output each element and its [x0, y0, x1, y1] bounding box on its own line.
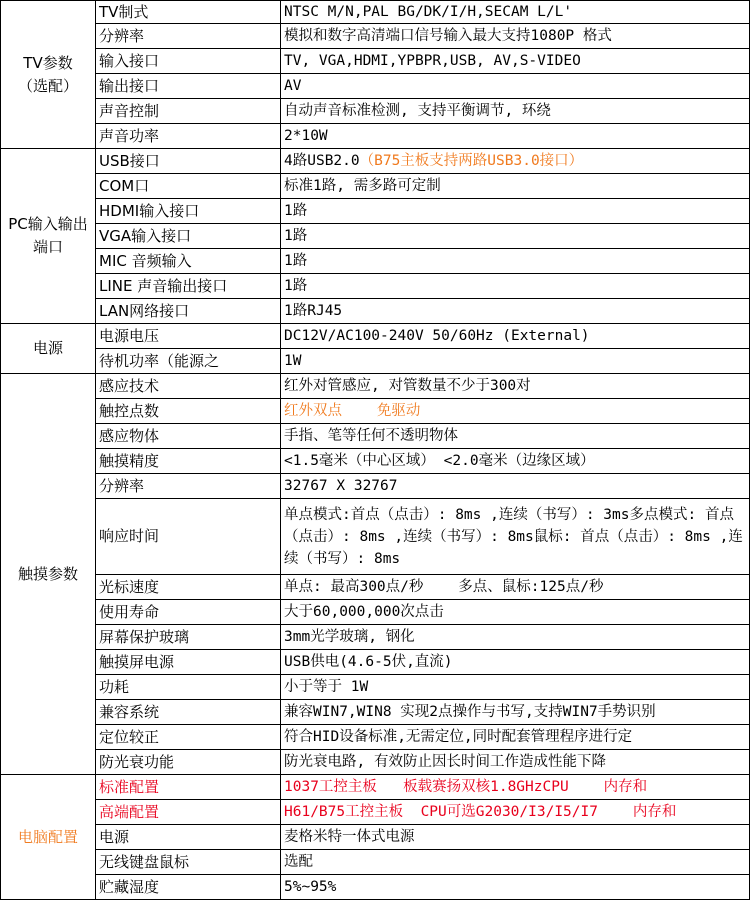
row-value: 模拟和数字高清端口信号输入最大支持1080P 格式 [281, 24, 750, 49]
row-label: 输出接口 [96, 74, 281, 99]
row-label: COM口 [96, 174, 281, 199]
group-label-touch: 触摸参数 [1, 374, 96, 775]
row-label: 触控点数 [96, 399, 281, 424]
row-value: <1.5毫米（中心区域） <2.0毫米（边缘区域） [281, 449, 750, 474]
table-row [1, 299, 750, 324]
group-label-tv-line1: TV参数 [23, 53, 73, 72]
row-label: LAN网络接口 [96, 299, 281, 324]
table-row [1, 224, 750, 249]
row-value: 大于60,000,000次点击 [281, 600, 750, 625]
usb-value: 4路USB2.0 [284, 152, 360, 169]
row-label: VGA输入接口 [96, 224, 281, 249]
row-value: 32767 X 32767 [281, 474, 750, 499]
row-value: 1路 [281, 199, 750, 224]
row-label: 响应时间 [96, 499, 281, 575]
row-label: 兼容系统 [96, 700, 281, 725]
group-label-pc-config: 电脑配置 [1, 775, 96, 900]
group-label-pc-ports: PC输入输出端口 [1, 149, 96, 324]
row-value: 1路 [281, 224, 750, 249]
row-value: 5%~95% [281, 875, 750, 900]
row-label: 触摸精度 [96, 449, 281, 474]
table-row [1, 174, 750, 199]
table-row [1, 124, 750, 149]
row-label: 输入接口 [96, 49, 281, 74]
table-row [1, 449, 750, 474]
row-label: USB接口 [96, 149, 281, 174]
table-row [1, 274, 750, 299]
row-value: 兼容WIN7,WIN8 实现2点操作与书写,支持WIN7手势识别 [281, 700, 750, 725]
table-row [1, 474, 750, 499]
row-value: AV [281, 74, 750, 99]
row-value: 麦格米特一体式电源 [281, 825, 750, 850]
row-value: 2*10W [281, 124, 750, 149]
row-label: 声音功率 [96, 124, 281, 149]
row-label: 使用寿命 [96, 600, 281, 625]
table-row [1, 800, 750, 825]
table-row [1, 249, 750, 274]
table-row [1, 374, 750, 399]
row-value: 防光衰电路, 有效防止因长时间工作造成性能下降 [281, 750, 750, 775]
row-label: 屏幕保护玻璃 [96, 625, 281, 650]
row-value: NTSC M/N,PAL BG/DK/I/H,SECAM L/L' [281, 1, 750, 24]
table-row [1, 600, 750, 625]
table-row [1, 700, 750, 725]
row-label: 感应物体 [96, 424, 281, 449]
row-value: 自动声音标准检测, 支持平衡调节, 环绕 [281, 99, 750, 124]
table-row [1, 324, 750, 349]
row-label: MIC 音频输入 [96, 249, 281, 274]
table-row [1, 74, 750, 99]
row-value: 红外对管感应, 对管数量不少于300对 [281, 374, 750, 399]
group-label-power: 电源 [1, 324, 96, 374]
table-row [1, 49, 750, 74]
row-label: 声音控制 [96, 99, 281, 124]
row-label: 分辨率 [96, 474, 281, 499]
table-row [1, 825, 750, 850]
row-value: 标准1路, 需多路可定制 [281, 174, 750, 199]
row-label: TV制式 [96, 1, 281, 24]
table-row [1, 750, 750, 775]
table-row [1, 424, 750, 449]
row-value: 1W [281, 349, 750, 374]
row-label: 光标速度 [96, 575, 281, 600]
row-value: DC12V/AC100-240V 50/60Hz (External) [281, 324, 750, 349]
row-value: USB供电(4.6-5伏,直流) [281, 650, 750, 675]
row-label: 电源电压 [96, 324, 281, 349]
table-row [1, 875, 750, 900]
row-label: 标准配置 [96, 775, 281, 800]
row-value: 选配 [281, 850, 750, 875]
table-row [1, 199, 750, 224]
table-row [1, 850, 750, 875]
row-value: 小于等于 1W [281, 675, 750, 700]
row-value [281, 149, 750, 174]
usb-value-note: （B75主板支持两路USB3.0接口） [359, 152, 584, 169]
row-value: 红外双点 免驱动 [281, 399, 750, 424]
row-value: TV, VGA,HDMI,YPBPR,USB, AV,S-VIDEO [281, 49, 750, 74]
table-row [1, 99, 750, 124]
row-value: 1路RJ45 [281, 299, 750, 324]
table-row [1, 650, 750, 675]
row-label: 分辨率 [96, 24, 281, 49]
group-label-tv-line2: （选配） [17, 76, 78, 95]
row-value: 单点: 最高300点/秒 多点、鼠标:125点/秒 [281, 575, 750, 600]
table-row [1, 625, 750, 650]
row-label: 无线键盘鼠标 [96, 850, 281, 875]
row-label: HDMI输入接口 [96, 199, 281, 224]
row-value: 手指、笔等任何不透明物体 [281, 424, 750, 449]
table-row [1, 349, 750, 374]
row-value: 1路 [281, 274, 750, 299]
row-label: 电源 [96, 825, 281, 850]
table-row [1, 575, 750, 600]
row-label: 感应技术 [96, 374, 281, 399]
row-value: 单点模式:首点（点击）: 8ms ,连续（书写）: 3ms多点模式: 首点（点击）: 8ms ,连续（书写）: 8ms鼠标: 首点（点击）: 8ms ,连续（书写）: 8ms [281, 499, 750, 575]
row-value: 符合HID设备标准,无需定位,同时配套管理程序进行定 [281, 725, 750, 750]
table-row [1, 725, 750, 750]
table-row [1, 1, 750, 24]
table-row [1, 399, 750, 424]
table-row [1, 149, 750, 174]
row-value: 3mm光学玻璃, 钢化 [281, 625, 750, 650]
row-value: H61/B75工控主板 CPU可选G2030/I3/I5/I7 内存和 [281, 800, 750, 825]
row-label: 功耗 [96, 675, 281, 700]
row-label: 高端配置 [96, 800, 281, 825]
row-label: 防光衰功能 [96, 750, 281, 775]
row-label: 贮藏湿度 [96, 875, 281, 900]
row-label: 定位较正 [96, 725, 281, 750]
row-label: 待机功率（能源之 [96, 349, 281, 374]
group-label-tv [1, 1, 96, 149]
table-row [1, 24, 750, 49]
row-value: 1037工控主板 板载赛扬双核1.8GHzCPU 内存和 [281, 775, 750, 800]
table-row [1, 775, 750, 800]
table-row [1, 499, 750, 575]
row-label: LINE 声音输出接口 [96, 274, 281, 299]
row-label: 触摸屏电源 [96, 650, 281, 675]
table-row [1, 675, 750, 700]
row-value: 1路 [281, 249, 750, 274]
